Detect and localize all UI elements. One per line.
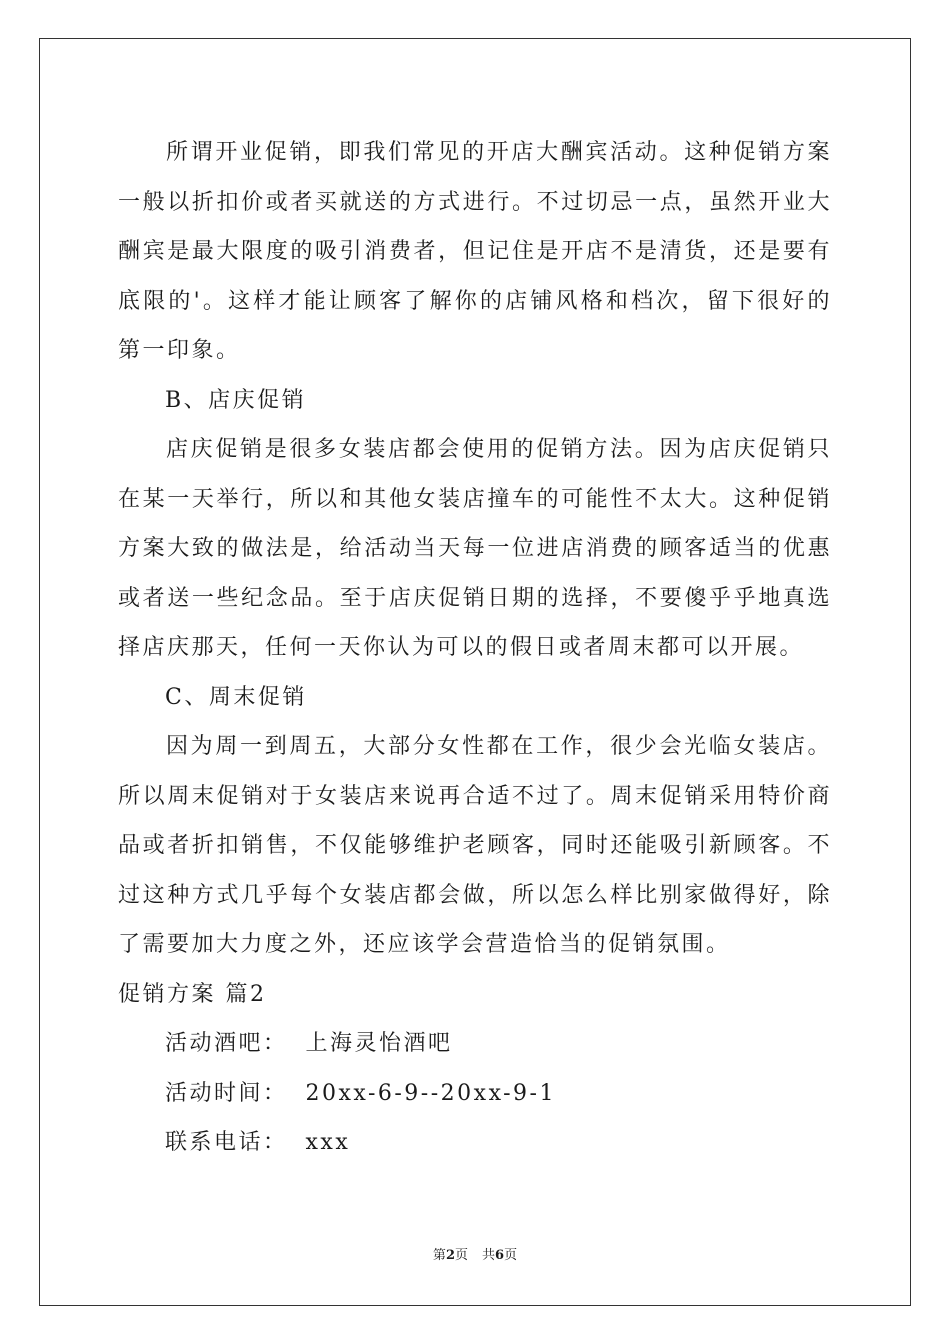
section-c-body: 因为周一到周五，大部分女性都在工作，很少会光临女装店。所以周末促销对于女装店来说再合适不过了。周末促销采用特价商品或者折扣销售，不仅能够维护老顾客，同时还能吸引新顾客。不过这种方式几乎每个女装店都会做，所以怎么样比别家做得好，除了需要加大力度之外，还应该学会营造恰当的促销氛围。 [118, 734, 832, 957]
section-b-body: 店庆促销是很多女装店都会使用的促销方法。因为店庆促销只在某一天举行，所以和其他女装店撞车的可能性不太大。这种促销方案大致的做法是，给活动当天每一位进店消费的顾客适当的优惠或者送一些纪念品。至于店庆促销日期的选择，不要傻乎乎地真选择店庆那天，任何一天你认为可以的假日或者周末都可以开展。 [118, 437, 832, 660]
field-value: xxx [305, 1130, 351, 1155]
field-label: 联系电话： [165, 1130, 288, 1155]
page-number: 2 [445, 1248, 455, 1263]
field-value: 20xx-6-9--20xx-9-1 [305, 1080, 556, 1106]
total-pages: 6 [495, 1248, 505, 1263]
total-prefix: 共 [482, 1248, 496, 1263]
field-row-venue [118, 1019, 832, 1069]
document-body [118, 128, 832, 1168]
paragraph-opening-promotion: 所谓开业促销，即我们常见的开店大酬宾活动。这种促销方案一般以折扣价或者买就送的方式进行。不过切忌一点，虽然开业大酬宾是最大限度的吸引消费者，但记住是开店不是清货，还是要有底限的'。这样才能让顾客了解你的店铺风格和档次，留下很好的第一印象。 [118, 140, 832, 363]
page-prefix: 第 [432, 1248, 446, 1263]
field-row-time [118, 1069, 832, 1119]
article-2-title: 促销方案 篇2 [118, 981, 267, 1007]
field-label: 活动时间： [165, 1080, 288, 1106]
page-footer [0, 1244, 950, 1263]
field-label: 活动酒吧： [165, 1031, 288, 1056]
field-row-phone [118, 1118, 832, 1168]
page-suffix: 页 [454, 1248, 468, 1263]
total-suffix: 页 [504, 1248, 518, 1263]
section-c-heading: C、周末促销 [165, 684, 307, 710]
field-value: 上海灵怡酒吧 [305, 1031, 453, 1056]
section-b-heading: B、店庆促销 [165, 387, 307, 413]
